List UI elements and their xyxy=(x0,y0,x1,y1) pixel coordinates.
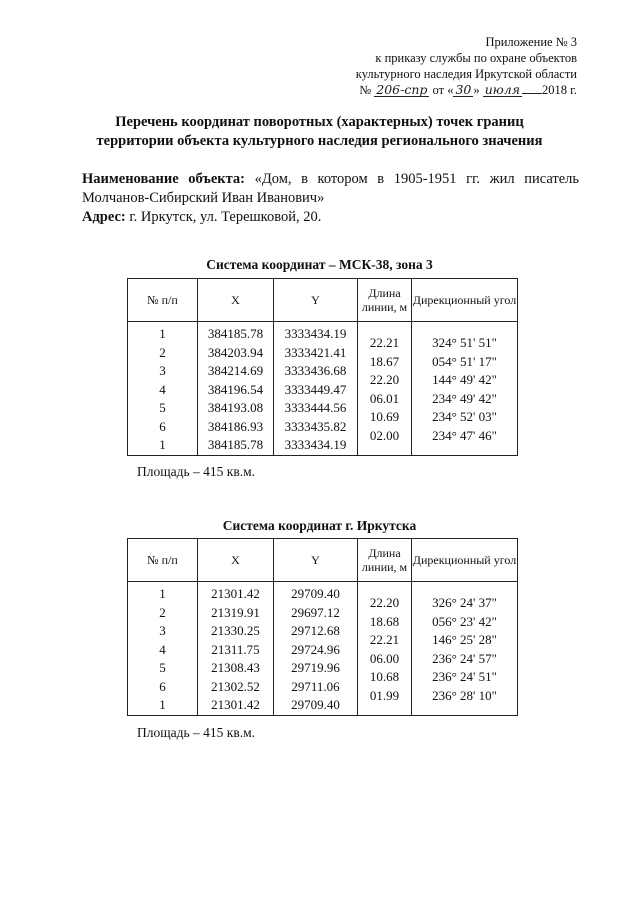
appendix-header xyxy=(356,34,577,98)
month-handwritten: июля xyxy=(484,82,521,97)
year-underline xyxy=(522,93,542,94)
object-name-label: Наименование объекта: xyxy=(82,171,246,187)
header-length: Длина линии, м xyxy=(358,539,412,582)
header-y: Y xyxy=(274,279,358,322)
table-cell: 3 xyxy=(159,363,166,378)
table-cell: 384193.08 xyxy=(207,400,264,415)
y-column xyxy=(274,322,358,456)
header-y: Y xyxy=(274,539,358,582)
segment-offset xyxy=(358,585,411,594)
table-header-row xyxy=(128,539,518,582)
table-cell: 384196.54 xyxy=(207,381,264,397)
table-cell: 29697.12 xyxy=(291,604,340,620)
table-cell: 3333434.19 xyxy=(284,326,347,341)
length-column xyxy=(358,322,412,456)
title-line-2: территории объекта культурного наследия регионального значения xyxy=(96,133,543,149)
date-from: от « xyxy=(432,83,454,97)
table-header-row xyxy=(128,279,518,322)
table-cell: 22.21 xyxy=(369,335,400,350)
table-cell: 6 xyxy=(159,418,166,434)
table-cell: 4 xyxy=(159,641,166,657)
table-cell: 384185.78 xyxy=(207,326,264,341)
table-cell: 234° 49' 42" xyxy=(432,390,497,406)
table-cell: 21308.43 xyxy=(211,660,260,675)
table-cell: 3333449.47 xyxy=(284,381,347,397)
table-cell: 2 xyxy=(159,604,166,620)
segment-offset xyxy=(412,325,517,334)
x-column xyxy=(198,582,274,716)
table-cell: 1 xyxy=(159,437,166,452)
area-2: Площадь – 415 кв.м. xyxy=(137,725,255,740)
number-prefix: № xyxy=(359,83,372,97)
table-cell: 21330.25 xyxy=(211,623,260,638)
table-cell: 5 xyxy=(159,660,166,675)
object-name-value: «Дом, в котором в 1905-1951 гг. жил писатель Молчанов-Сибирский Иван Иванович» xyxy=(82,171,580,206)
table-cell: 29709.40 xyxy=(291,697,340,712)
order-number-line xyxy=(356,82,577,98)
document-title xyxy=(60,113,579,151)
table-cell: 5 xyxy=(159,400,166,415)
appendix-line-3: культурного наследия Иркутской области xyxy=(355,67,577,81)
table-cell: 21302.52 xyxy=(211,678,260,694)
segment-offset xyxy=(412,585,517,594)
table-cell: 384214.69 xyxy=(207,363,264,378)
table-cell: 146° 25' 28" xyxy=(432,632,497,647)
appendix-line-1: Приложение № 3 xyxy=(485,35,577,49)
object-address xyxy=(82,208,579,227)
table-cell: 3333421.41 xyxy=(284,344,347,360)
table-cell: 3333436.68 xyxy=(284,363,347,378)
table-cell: 22.21 xyxy=(369,632,400,647)
table-cell: 6 xyxy=(159,678,166,694)
header-direction: Дирекционный угол xyxy=(412,539,518,582)
title-line-1: Перечень координат поворотных (характерных) точек границ xyxy=(115,114,524,130)
table-cell: 3333434.19 xyxy=(284,437,347,452)
day-handwritten: 30 xyxy=(455,82,472,97)
header-length: Длина линии, м xyxy=(358,279,412,322)
year: 2018 г. xyxy=(542,83,577,97)
table-cell: 236° 24' 57" xyxy=(432,650,497,666)
table-cell: 21301.42 xyxy=(211,586,260,601)
y-column xyxy=(274,582,358,716)
segment-offset xyxy=(358,325,411,334)
object-name xyxy=(82,170,579,208)
table-cell: 384203.94 xyxy=(207,344,264,360)
table-cell: 384185.78 xyxy=(207,437,264,452)
area-1: Площадь – 415 кв.м. xyxy=(137,464,255,479)
table-cell: 02.00 xyxy=(369,427,400,443)
header-direction: Дирекционный угол xyxy=(412,279,518,322)
appendix-line-2: к приказу службы по охране объектов xyxy=(375,51,577,65)
table-cell: 21301.42 xyxy=(211,697,260,712)
table-cell: 4 xyxy=(159,381,166,397)
table-cell: 29719.96 xyxy=(291,660,340,675)
table-cell: 18.68 xyxy=(369,613,400,629)
table-cell: 1 xyxy=(159,586,166,601)
table-cell: 144° 49' 42" xyxy=(432,372,497,387)
table-cell: 21319.91 xyxy=(211,604,260,620)
header-x: X xyxy=(198,539,274,582)
table-cell: 2 xyxy=(159,344,166,360)
table-cell: 10.68 xyxy=(369,669,400,684)
table-2-caption: Система координат г. Иркутска xyxy=(222,518,417,533)
table-cell: 236° 24' 51" xyxy=(432,669,497,684)
table-cell: 22.20 xyxy=(369,595,400,610)
table-cell: 29709.40 xyxy=(291,586,340,601)
table-cell: 10.69 xyxy=(369,409,400,424)
table-cell: 06.01 xyxy=(369,390,400,406)
table-body-row xyxy=(128,582,518,716)
table-cell: 324° 51' 51" xyxy=(432,335,497,350)
table-1-caption: Система координат – МСК-38, зона 3 xyxy=(206,257,433,272)
table-cell: 29724.96 xyxy=(291,641,340,657)
order-number-handwritten: 206-спр xyxy=(376,82,428,97)
table-cell: 1 xyxy=(159,326,166,341)
table-cell: 29711.06 xyxy=(291,678,340,694)
table-cell: 3333444.56 xyxy=(284,400,347,415)
table-cell: 054° 51' 17" xyxy=(432,353,497,369)
table-cell: 1 xyxy=(159,697,166,712)
length-column xyxy=(358,582,412,716)
direction-column xyxy=(412,322,518,456)
table-cell: 18.67 xyxy=(369,353,400,369)
table-cell: 326° 24' 37" xyxy=(432,595,497,610)
table-cell: 234° 52' 03" xyxy=(432,409,497,424)
table-cell: 236° 28' 10" xyxy=(432,687,497,703)
table-cell: 056° 23' 42" xyxy=(432,613,497,629)
table-cell: 3333435.82 xyxy=(284,418,347,434)
table-cell: 3 xyxy=(159,623,166,638)
x-column xyxy=(198,322,274,456)
direction-column xyxy=(412,582,518,716)
header-num: № п/п xyxy=(128,539,198,582)
table-cell: 21311.75 xyxy=(211,641,260,657)
points-column xyxy=(128,582,198,716)
table-cell: 234° 47' 46" xyxy=(432,427,497,443)
object-address-label: Адрес: xyxy=(82,209,126,225)
table-cell: 01.99 xyxy=(369,687,400,703)
object-info xyxy=(82,170,579,227)
table-cell: 384186.93 xyxy=(207,418,264,434)
coordinates-table-irkutsk xyxy=(127,538,518,716)
table-cell: 22.20 xyxy=(369,372,400,387)
header-x: X xyxy=(198,279,274,322)
header-num: № п/п xyxy=(128,279,198,322)
coordinates-table-msk38 xyxy=(127,278,518,456)
object-address-value: г. Иркутск, ул. Терешковой, 20. xyxy=(129,209,322,225)
date-separator: » xyxy=(473,83,480,97)
points-column xyxy=(128,322,198,456)
table-body-row xyxy=(128,322,518,456)
table-cell: 29712.68 xyxy=(291,623,340,638)
table-cell: 06.00 xyxy=(369,650,400,666)
